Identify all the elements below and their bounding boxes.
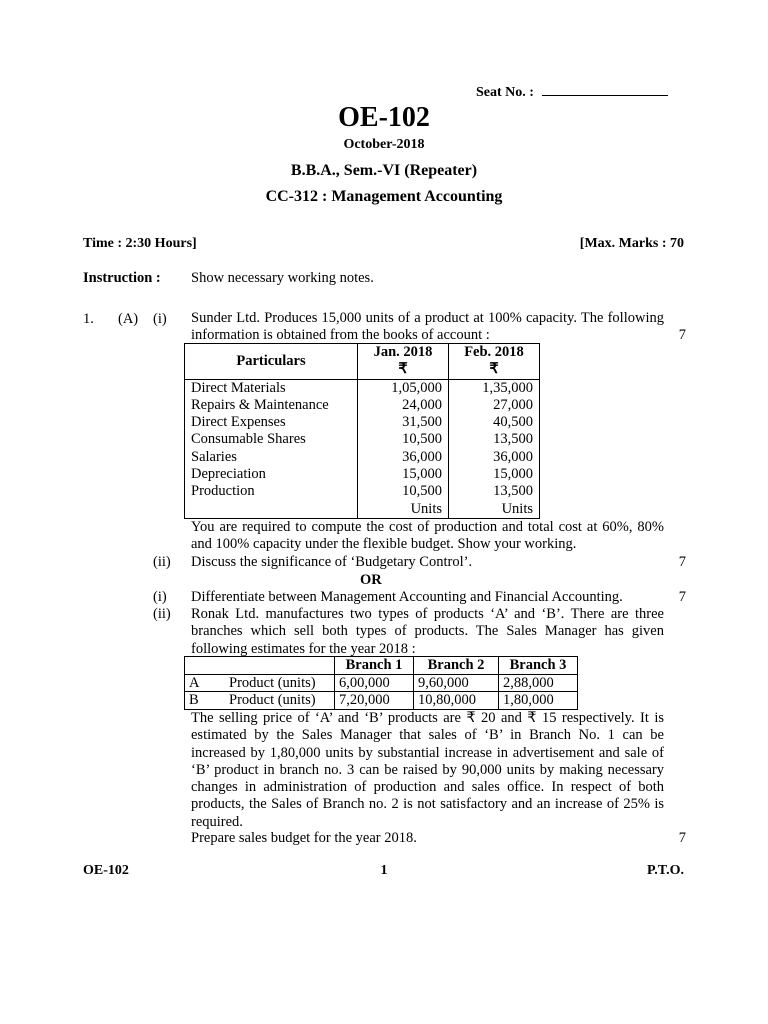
paper-code: OE-102 [338, 102, 430, 133]
max-marks: [Max. Marks : 70 [579, 236, 684, 251]
table-row [185, 692, 578, 710]
particular-cell [185, 501, 358, 519]
feb-cell: 1,35,000 [449, 379, 540, 397]
feb-cell: 40,500 [449, 414, 540, 431]
feb-cell: 13,500 [449, 483, 540, 500]
jan-cell: 10,500 [358, 431, 449, 448]
particular-cell: Consumable Shares [185, 431, 358, 448]
units-cell: Units [449, 501, 540, 519]
jan-cell: 15,000 [358, 466, 449, 483]
feb-cell: 13,500 [449, 431, 540, 448]
seat-label: Seat No. : [476, 85, 534, 100]
subpart-label: (i) [153, 589, 167, 605]
table-row [185, 483, 540, 500]
jan-cell: 31,500 [358, 414, 449, 431]
header-particulars: Particulars [185, 344, 358, 380]
product-label: Product (units) [225, 674, 335, 692]
particular-cell: Salaries [185, 449, 358, 466]
branch-table [184, 656, 578, 710]
footer-code: OE-102 [83, 863, 129, 878]
particular-cell: Repairs & Maintenance [185, 397, 358, 414]
particular-cell: Direct Materials [185, 379, 358, 397]
table-row [185, 501, 540, 519]
or-separator: OR [360, 572, 382, 588]
time-duration: Time : 2:30 Hours] [83, 236, 197, 251]
marks-label: 7 [678, 589, 686, 605]
header-blank [185, 657, 335, 675]
table-row [185, 379, 540, 397]
header-branch1: Branch 1 [335, 657, 414, 675]
instruction-label: Instruction : [83, 270, 161, 286]
branch3-cell: 2,88,000 [499, 674, 578, 692]
feb-cell: 15,000 [449, 466, 540, 483]
question-text: The selling price of ‘A’ and ‘B’ products are ₹ 20 and ₹ 15 respectively. It is estimated by the Sales Manager that sales of ‘B’ in Branch No. 1 can be increased by 1,80,000 units by substantial increase in advertisement and sale of ‘B’ product in branch no. 3 can be raised by 90,000 units by making necessary changes in administration of production and sales office. In respect of both products, the Sales of Branch no. 2 is not satisfactory and an increase of 25% is required. [191, 710, 664, 830]
units-cell: Units [358, 501, 449, 519]
particular-cell: Depreciation [185, 466, 358, 483]
product-label: Product (units) [225, 692, 335, 710]
header-branch3: Branch 3 [499, 657, 578, 675]
marks-label: 7 [678, 554, 686, 570]
product-code: B [185, 692, 226, 710]
marks-label: 7 [678, 327, 686, 343]
jan-cell: 24,000 [358, 397, 449, 414]
table-row [185, 431, 540, 448]
question-text: Ronak Ltd. manufactures two types of products ‘A’ and ‘B’. There are three branches which sell both types of products. The Sales Manager has given following estimates for the year 2018 : [191, 606, 664, 657]
question-text: Sunder Ltd. Produces 15,000 units of a product at 100% capacity. The following information is obtained from the books of account : [191, 310, 664, 344]
table-row [185, 397, 540, 414]
please-turn-over: P.T.O. [647, 863, 684, 878]
branch2-cell: 9,60,000 [414, 674, 499, 692]
rupee-symbol: ₹ [449, 361, 540, 379]
particular-cell: Production [185, 483, 358, 500]
seat-number [476, 83, 668, 101]
question-number: 1. [83, 311, 94, 327]
jan-cell: 36,000 [358, 449, 449, 466]
jan-cell: 10,500 [358, 483, 449, 500]
marks-label: 7 [678, 830, 686, 846]
branch1-cell: 7,20,000 [335, 692, 414, 710]
exam-month: October-2018 [343, 137, 425, 152]
header-branch2: Branch 2 [414, 657, 499, 675]
branch2-cell: 10,80,000 [414, 692, 499, 710]
rupee-symbol: ₹ [358, 361, 449, 379]
subject-title: CC-312 : Management Accounting [265, 188, 503, 205]
table-row [185, 414, 540, 431]
branch1-cell: 6,00,000 [335, 674, 414, 692]
header-jan: Jan. 2018 [358, 344, 449, 362]
table-row [185, 466, 540, 483]
part-label: (A) [118, 311, 139, 327]
feb-cell: 36,000 [449, 449, 540, 466]
particular-cell: Direct Expenses [185, 414, 358, 431]
jan-cell: 1,05,000 [358, 379, 449, 397]
course-title: B.B.A., Sem.-VI (Repeater) [290, 162, 478, 179]
subpart-label: (ii) [153, 606, 171, 622]
question-text: Differentiate between Management Accounting and Financial Accounting. [191, 589, 623, 605]
table-header-row [185, 344, 540, 362]
question-text: Discuss the significance of ‘Budgetary Control’. [191, 554, 473, 570]
instruction-text: Show necessary working notes. [191, 270, 374, 286]
branch3-cell: 1,80,000 [499, 692, 578, 710]
subpart-label: (i) [153, 311, 167, 327]
seat-blank-line [542, 83, 668, 96]
table-header-row [185, 657, 578, 675]
table-row [185, 674, 578, 692]
header-feb: Feb. 2018 [449, 344, 540, 362]
question-text: Prepare sales budget for the year 2018. [191, 830, 417, 846]
feb-cell: 27,000 [449, 397, 540, 414]
cost-table [184, 343, 540, 519]
subpart-label: (ii) [153, 554, 171, 570]
table-row [185, 449, 540, 466]
product-code: A [185, 674, 226, 692]
page-number: 1 [380, 863, 388, 878]
question-text: You are required to compute the cost of production and total cost at 60%, 80% and 100% capacity under the flexible budget. Show your working. [191, 519, 664, 553]
